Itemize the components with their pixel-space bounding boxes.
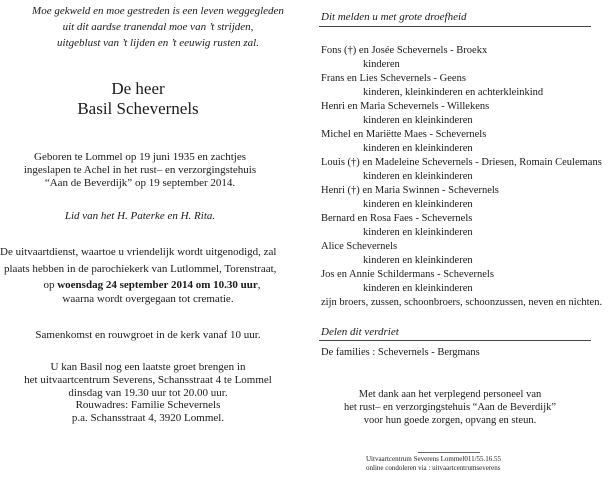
family-relation-4: kinderen en kleinkinderen <box>363 143 473 154</box>
service-line-3-pre: op <box>43 279 58 291</box>
thanks-line-3: voor hun goede zorgen, opvang en steun. <box>363 415 537 426</box>
gathering: Samenkomst en rouwgroet in de kerk vanaf 10 uur. <box>35 329 261 341</box>
service-line-2: plaats hebben in de parochiekerk van Lutlommel, Torenstraat, <box>4 263 277 275</box>
address-line-2: p.a. Schansstraat 4, 3920 Lommel. <box>71 412 225 424</box>
family-relation-8: kinderen en kleinkinderen <box>363 255 473 266</box>
family-names-9: Jos en Annie Schildermans - Schevernels <box>321 269 494 280</box>
family-names-2: Frans en Lies Schevernels - Geens <box>321 73 466 84</box>
poem-line-2: uit dit aardse tranendal moe van ’t strijden, <box>62 21 254 33</box>
poem-line-1: Moe gekweld en moe gestreden is een leven weggegleden <box>32 5 284 17</box>
membership: Lid van het H. Paterke en H. Rita. <box>64 210 216 222</box>
deceased-title: De heer <box>111 79 165 98</box>
families-line: De families : Schevernels - Bergmans <box>321 347 480 358</box>
family-relation-3: kinderen en kleinkinderen <box>363 115 473 126</box>
share-heading: Delen dit verdriet <box>321 326 399 338</box>
footer-line-2: online condoleren via : uitvaartcentrumseverens <box>366 464 501 472</box>
service-line-1: De uitvaartdienst, waartoe u vriendelijk wordt uitgenodigd, zal <box>0 246 277 258</box>
address-line-1: Rouwadres: Familie Schevernels <box>75 399 221 411</box>
family-relation-5: kinderen en kleinkinderen <box>363 171 473 182</box>
bio-line-2: ingeslapen te Achel in het rust– en verzorgingstehuis <box>23 164 257 176</box>
family-names-6: Henri (†) en Maria Swinnen - Schevernels <box>321 185 499 196</box>
visit-line-2: het uitvaartcentrum Severens, Schansstraat 4 te Lommel <box>24 374 272 386</box>
family-names-8: Alice Schevernels <box>321 241 398 252</box>
family-relation-9: kinderen en kleinkinderen <box>363 283 473 294</box>
bio-line-1: Geboren te Lommel op 19 juni 1935 en zachtjes <box>34 151 246 163</box>
heading-divider <box>319 26 591 27</box>
service-line-3 <box>43 278 260 293</box>
thanks-line-2: het rust– en verzorgingstehuis “Aan de Beverdijk” <box>343 402 557 413</box>
family-names-7: Bernard en Rosa Faes - Schevernels <box>321 213 473 224</box>
siblings-line: zijn broers, zussen, schoonbroers, schoonzussen, neven en nichten. <box>321 297 603 308</box>
announce-heading: Dit melden u met grote droefheid <box>321 11 467 23</box>
visit-line-1: U kan Basil nog een laatste groet brengen in <box>50 361 246 373</box>
service-datetime: woensdag 24 september 2014 om 10.30 uur <box>57 279 258 291</box>
family-relation-1: kinderen <box>363 59 400 70</box>
share-divider <box>319 340 591 341</box>
deceased-name: Basil Schevernels <box>77 99 199 118</box>
family-names-4: Michel en Mariëtte Maes - Schevernels <box>321 129 487 140</box>
family-names-5: Louis (†) en Madeleine Schevernels - Driesen, Romain Ceulemans <box>321 157 602 168</box>
family-relation-2: kinderen, kleinkinderen en achterkleinkind <box>363 87 544 98</box>
poem-line-3: uitgeblust van ’t lijden en ’t eeuwig rusten zal. <box>57 37 259 49</box>
family-names-1: Fons (†) en Josée Schevernels - Broekx <box>321 45 488 56</box>
bio-line-3: “Aan de Beverdijk” op 19 september 2014. <box>44 177 236 189</box>
visit-line-3: dinsdag van 19.30 uur tot 20.00 uur. <box>68 387 228 399</box>
footer-line-1: Uitvaartcentrum Severens Lommel011/55.16.55 <box>366 455 502 463</box>
footer-divider <box>418 452 480 453</box>
service-line-3-post: , <box>257 279 261 291</box>
service-line-4: waarna wordt overgegaan tot crematie. <box>62 293 234 305</box>
family-names-3: Henri en Maria Schevernels - Willekens <box>321 101 490 112</box>
family-relation-7: kinderen en kleinkinderen <box>363 227 473 238</box>
thanks-line-1: Met dank aan het verplegend personeel van <box>358 389 542 400</box>
family-relation-6: kinderen en kleinkinderen <box>363 199 473 210</box>
